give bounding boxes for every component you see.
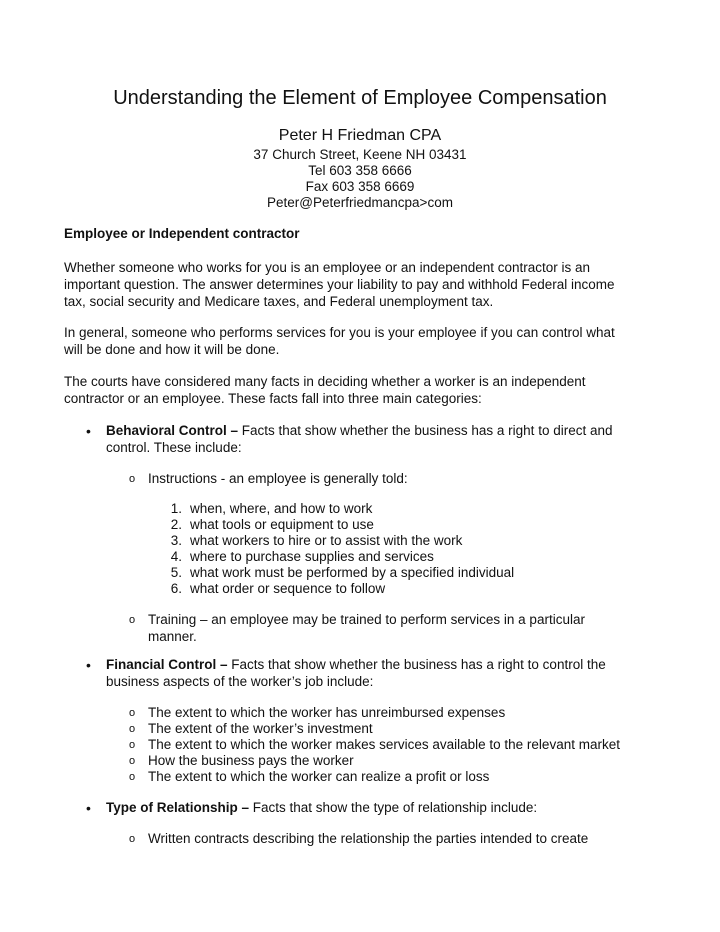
financial-control-text: Facts that show whether the business has a right to control the [227,657,606,672]
instructions-text: Instructions - an employee is generally told: [148,471,408,486]
financial-item-text: The extent to which the worker can realize a profit or loss [148,769,490,784]
behavioral-control-item [106,422,666,456]
relationship-item-text: Written contracts describing the relationship the parties intended to create [148,831,589,846]
bullet-line: business aspects of the worker’s job include: [106,674,374,689]
list-item: what tools or equipment to use [190,517,374,532]
relationship-list-item [148,830,668,847]
list-number: 6. [170,581,182,596]
financial-item-text: The extent to which the worker has unreimbursed expenses [148,705,506,720]
bullet-line [106,799,666,816]
list-number: 2. [170,517,182,532]
paragraph-line: tax, social security and Medicare taxes, and Federal unemployment tax. [64,294,494,309]
circle-bullet-icon: o [129,833,136,845]
document-title: Understanding the Element of Employee Compensation [113,87,607,109]
relationship-item [106,799,666,816]
circle-bullet-icon: o [129,771,136,783]
behavioral-control-text: Facts that show whether the business has a right to direct and [238,423,613,438]
list-number: 4. [170,549,182,564]
training-item [148,611,668,645]
paragraph-line: contractor or an employee. These facts fall into three main categories: [64,391,482,406]
financial-control-item [106,656,666,690]
list-item: what order or sequence to follow [190,581,386,596]
circle-bullet-icon: o [129,473,136,485]
list-number: 3. [170,533,182,548]
circle-bullet-icon: o [129,723,136,735]
paragraph-line: In general, someone who performs services for you is your employee if you can control what [64,325,615,340]
author-email: Peter@Peterfriedmancpa>com [267,195,453,210]
list-item: what workers to hire or to assist with the work [190,533,463,548]
financial-list-item [148,752,668,769]
financial-item-text: The extent to which the worker makes services available to the relevant market [148,737,620,752]
author-phone: Tel 603 358 6666 [308,163,412,178]
relationship-text: Facts that show the type of relationship include: [249,800,538,815]
list-number: 1. [170,501,182,516]
circle-bullet-icon: o [129,614,136,626]
control-paragraph [64,324,664,358]
list-item: what work must be performed by a specified individual [190,565,515,580]
list-number: 5. [170,565,182,580]
circle-bullet-icon: o [129,739,136,751]
financial-list-item [148,704,668,721]
bullet-line [106,656,666,673]
author-name: Peter H Friedman CPA [278,127,442,144]
financial-list-item [148,720,668,737]
author-address: 37 Church Street, Keene NH 03431 [253,147,467,162]
bullet-line: control. These include: [106,440,242,455]
paragraph-line: important question. The answer determines your liability to pay and withhold Federal income [64,277,615,292]
author-fax: Fax 603 358 6669 [305,179,415,194]
relationship-label: Type of Relationship – [106,800,250,815]
list-item: when, where, and how to work [190,501,373,516]
financial-control-label: Financial Control – [106,657,228,672]
list-item: where to purchase supplies and services [190,549,434,564]
section-heading: Employee or Independent contractor [64,226,300,241]
training-line: Training – an employee may be trained to perform services in a particular [148,612,585,627]
behavioral-control-label: Behavioral Control – [106,423,239,438]
instructions-item [148,470,668,487]
paragraph-line: The courts have considered many facts in deciding whether a worker is an independent [64,374,586,389]
financial-list-item [148,736,668,753]
bullet-icon: • [86,800,91,816]
bullet-line [106,422,666,439]
financial-item-text: The extent of the worker’s investment [148,721,373,736]
financial-item-text: How the business pays the worker [148,753,354,768]
bullet-icon: • [86,423,91,439]
financial-list-item [148,768,668,785]
training-line: manner. [148,629,197,644]
paragraph-line: will be done and how it will be done. [64,342,280,357]
courts-paragraph [64,373,664,407]
paragraph-line: Whether someone who works for you is an employee or an independent contractor is an [64,260,591,275]
circle-bullet-icon: o [129,755,136,767]
intro-paragraph [64,259,664,310]
circle-bullet-icon: o [129,707,136,719]
bullet-icon: • [86,657,91,673]
